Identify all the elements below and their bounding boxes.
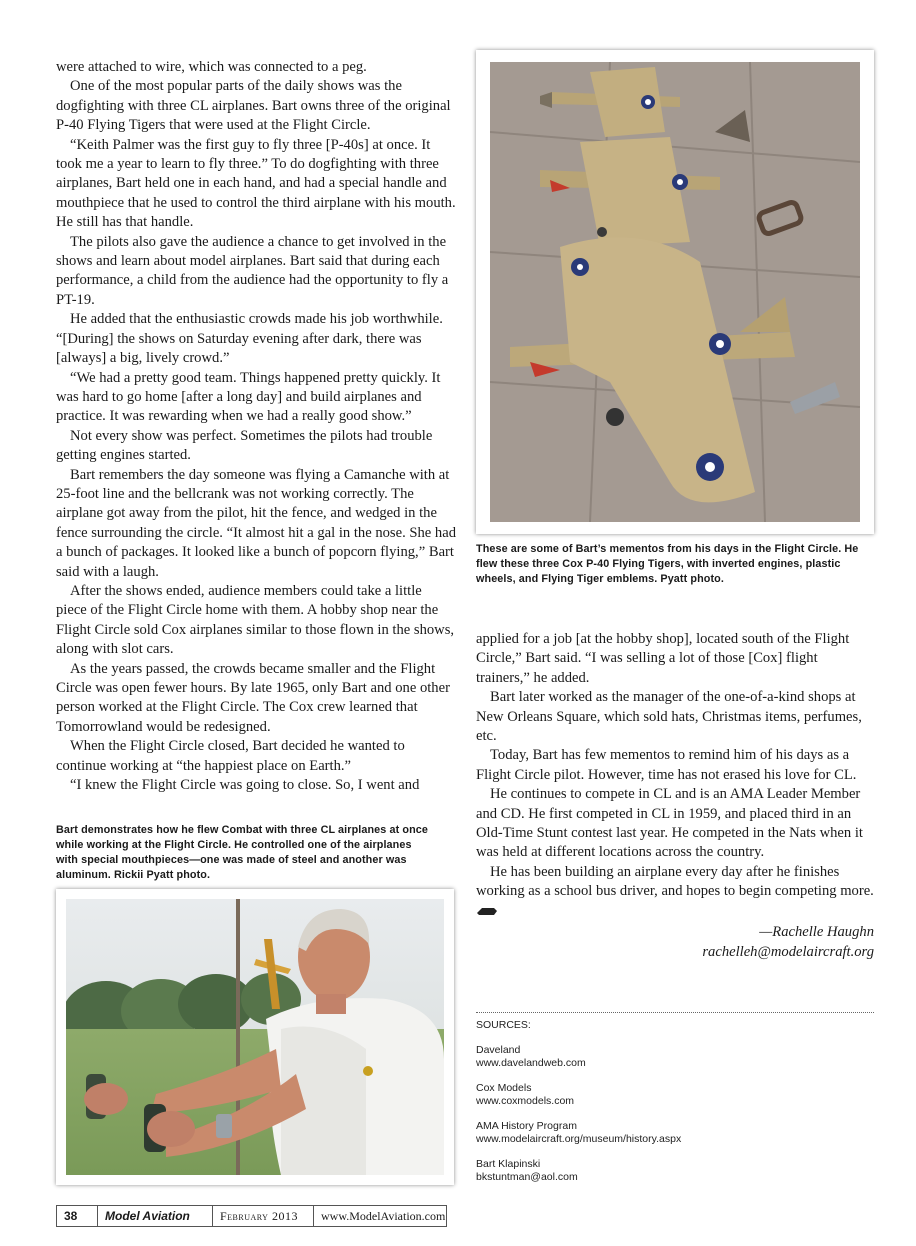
source-entry	[476, 1082, 874, 1108]
source-url[interactable]: www.coxmodels.com	[476, 1095, 575, 1107]
paragraph: He added that the enthusiastic crowds made his job worthwhile. “[During] the shows on Saturday evening after dark, there was [always] a big, lively crowd.”	[56, 311, 443, 367]
paragraph: applied for a job [at the hobby shop], located south of the Flight Circle,” Bart said. “I was selling a lot of those [Cox] flight trainers,” he added.	[476, 631, 850, 686]
end-mark-icon	[476, 906, 498, 916]
issue-date: February 2013	[213, 1206, 314, 1226]
paragraph-last	[476, 863, 874, 921]
paragraph: He continues to compete in CL and is an AMA Leader Member and CD. He first competed in CL in 1959, and placed third in an Old-Time Stunt contest last year. He competed in the Nats when it was held at different locations across the country.	[476, 786, 863, 861]
p40-photo-image	[490, 62, 860, 522]
paragraph: As the years passed, the crowds became smaller and the Flight Circle was open fewer hours. By late 1965, only Bart and one other person worked at the Flight Circle. The Cox crew learned that Tomorrowland would be redesigned.	[56, 660, 450, 735]
paragraph: “We had a pretty good team. Things happened pretty quickly. It was hard to go home [after a long day] and build airplanes and practice. It was rewarding when we had a really good show.”	[56, 369, 441, 425]
page-number: 38	[57, 1206, 98, 1226]
paragraph: The pilots also gave the audience a chance to get involved in the shows and learn about model airplanes. Bart said that during each performance, a child from the audience had the opportunity to fly a PT-19.	[56, 233, 449, 308]
source-name: Daveland	[476, 1044, 521, 1056]
paragraph: Bart remembers the day someone was flying a Camanche with at 25-foot line and the bellcrank was not working correctly. The airplane got away from the pilot, hit the fence, and wedged in the fence surrounding the circle. “It almost hit a gal in the nose. She had a bunch of packages. It looked like a bunch of popcorn flying,” Bart said with a laugh.	[56, 466, 456, 580]
paragraph: One of the most popular parts of the daily shows was the dogfighting with three CL airplanes. Bart owns three of the original P-40 Flying Tigers that were used at the Flight Circle.	[56, 78, 451, 134]
paragraph: “I knew the Flight Circle was going to close. So, I went and	[70, 777, 420, 794]
author-email: rachelleh@modelaircraft.org	[702, 943, 874, 960]
source-entry	[476, 1120, 874, 1146]
source-name: Bart Klapinski	[476, 1158, 541, 1170]
source-entry	[476, 1044, 874, 1070]
paragraph: Today, Bart has few mementos to remind him of his days as a Flight Circle pilot. However, time has not erased his love for CL.	[476, 747, 857, 783]
source-url[interactable]: bkstuntman@aol.com	[476, 1171, 578, 1183]
paragraph: After the shows ended, audience members could take a little piece of the Flight Circle home with them. A hobby shop near the Flight Circle sold Cox airplanes similar to those flown in the shows, along with slot cars.	[56, 582, 455, 658]
source-entry	[476, 1158, 874, 1184]
source-name: AMA History Program	[476, 1120, 577, 1132]
paragraph: When the Flight Circle closed, Bart decided he wanted to continue working at “the happiest place on Earth.”	[56, 738, 405, 774]
bart-demonstration-photo	[56, 889, 454, 1185]
author-name: —Rachelle Haughn	[759, 924, 874, 941]
bart-photo-image	[66, 899, 444, 1175]
magazine-url[interactable]: www.ModelAviation.com	[321, 1208, 446, 1223]
page-footer	[56, 1205, 447, 1227]
paragraph: Not every show was perfect. Sometimes the pilots had trouble getting engines started.	[56, 427, 433, 464]
p40-photo-caption: These are some of Bart’s mementos from his days in the Flight Circle. He flew these three Cox P-40 Flying Tigers, with inverted engines, plastic wheels, and Flying Tiger emblems. Pyatt photo.	[476, 543, 859, 585]
magazine-name: Model Aviation	[98, 1206, 213, 1226]
right-column-text	[476, 630, 874, 962]
paragraph-last-text: He has been building an airplane every day after he finishes working as a school bus driver, and hopes to begin competing more.	[476, 863, 874, 900]
bart-photo-caption: Bart demonstrates how he flew Combat with three CL airplanes at once while working at the Flight Circle. He controlled one of the airplanes with special mouthpieces—one was made of steel and another was aluminum. Rickii Pyatt photo.	[56, 824, 428, 881]
left-column-text	[56, 58, 456, 795]
paragraph: Bart later worked as the manager of the one-of-a-kind shops at New Orleans Square, which sold hats, Christmas items, perfumes, etc.	[476, 689, 862, 745]
source-url[interactable]: www.modelaircraft.org/museum/history.aspx	[476, 1133, 682, 1145]
paragraph: were attached to wire, which was connected to a peg.	[56, 59, 367, 75]
source-url[interactable]: www.davelandweb.com	[476, 1057, 586, 1069]
sources-box	[476, 1012, 874, 1196]
source-name: Cox Models	[476, 1082, 532, 1094]
sources-heading: SOURCES:	[476, 1019, 531, 1031]
p40-flying-tigers-photo	[476, 50, 874, 534]
paragraph: “Keith Palmer was the first guy to fly three [P-40s] at once. It took me a year to learn to fly three.” To do dogfighting with three airplanes, Bart held one in each hand, and had a special handle and mouthpiece that he used to control the third airplane with his mouth. He still has that handle.	[56, 136, 456, 231]
sources-divider	[476, 1012, 874, 1013]
